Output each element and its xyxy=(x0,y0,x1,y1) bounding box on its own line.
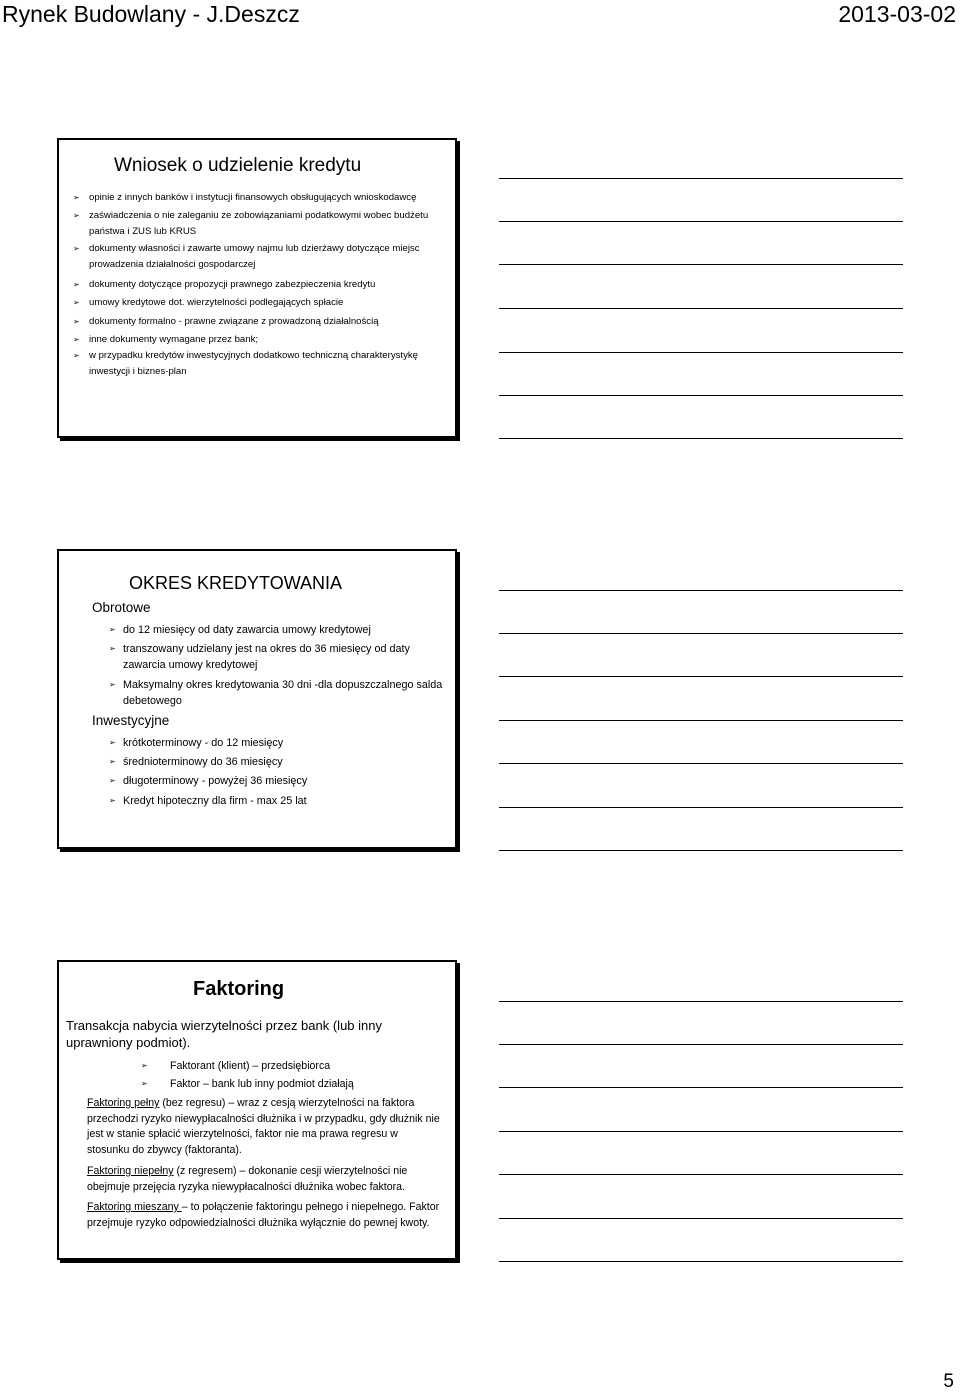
header-title: Rynek Budowlany - J.Deszcz xyxy=(2,1,300,27)
arrowhead-bullet-icon: ➢ xyxy=(73,298,80,307)
section-heading-investment: Inwestycyjne xyxy=(92,713,170,728)
bullet-item: ➢ dokumenty formalno - prawne związane z prowadzoną działalnością xyxy=(89,314,451,330)
term-mixed-factoring: Faktoring mieszany xyxy=(87,1201,182,1213)
slide-loan-application xyxy=(57,138,457,438)
bullet-item: ➢ dokumenty dotyczące propozycji prawnego zabezpieczenia kredytu xyxy=(89,277,451,293)
bullet-item: ➢ transzowany udzielany jest na okres do 36 miesięcy od daty zawarcia umowy kredytowej xyxy=(109,643,410,671)
bullet-item: ➢ umowy kredytowe dot. wierzytelności podlegających spłacie xyxy=(89,295,451,311)
arrowhead-bullet-icon: ➢ xyxy=(141,1079,148,1088)
arrowhead-bullet-icon: ➢ xyxy=(73,193,80,202)
definition-full-factoring: Faktoring pełny (bez regresu) – wraz z cesją wierzytelności na faktora przechodzi ryzyko niewypłacalności dłużnika i w przypadku, gdy dłużnik nie jest w stanie spłacić wierzytelności, faktor nie ma prawa regresu w stosunku do zbywcy (faktoranta). xyxy=(87,1097,440,1156)
slide-title: Faktoring xyxy=(193,978,285,1000)
bullet-item: ➢ Faktorant (klient) – przedsiębiorca xyxy=(141,1060,331,1072)
bullet-item: ➢ inne dokumenty wymagane przez bank; xyxy=(89,332,451,348)
bullet-item: ➢ Maksymalny okres kredytowania 30 dni -dla dopuszczalnego salda debetowego xyxy=(109,679,443,707)
arrowhead-bullet-icon: ➢ xyxy=(109,644,116,653)
bullet-item: ➢ w przypadku kredytów inwestycyjnych dodatkowo techniczną charakterystykę inwestycji i biznes-plan xyxy=(73,350,419,377)
bullet-item: ➢ krótkoterminowy - do 12 miesięcy xyxy=(109,737,284,749)
arrowhead-bullet-icon: ➢ xyxy=(109,776,116,785)
bullet-item: ➢ opinie z innych banków i instytucji finansowych obsługujących wnioskodawcę xyxy=(89,190,449,206)
arrowhead-bullet-icon: ➢ xyxy=(73,317,80,326)
bullet-item: ➢ zaświadczenia o nie zaleganiu ze zobowiązaniami podatkowymi wobec budżetu państwa i ZUS lub KRUS xyxy=(73,210,429,237)
arrowhead-bullet-icon: ➢ xyxy=(109,796,116,805)
arrowhead-bullet-icon: ➢ xyxy=(109,625,116,634)
arrowhead-bullet-icon: ➢ xyxy=(109,757,116,766)
bullet-item: ➢ Faktor – bank lub inny podmiot działają xyxy=(141,1078,354,1090)
bullet-item: ➢ do 12 miesięcy od daty zawarcia umowy kredytowej xyxy=(109,624,371,636)
arrowhead-bullet-icon: ➢ xyxy=(73,211,80,220)
arrowhead-bullet-icon: ➢ xyxy=(109,680,116,689)
bullet-item: ➢ Kredyt hipoteczny dla firm - max 25 lat xyxy=(109,795,307,807)
arrowhead-bullet-icon: ➢ xyxy=(73,351,80,360)
definition-mixed-factoring: Faktoring mieszany – to połączenie faktoringu pełnego i niepełnego. Faktor przejmuje ryzyko odpowiedzialności dłużnika wyłącznie do pewnej kwoty. xyxy=(87,1201,440,1229)
bullet-item: ➢ długoterminowy - powyżej 36 miesięcy xyxy=(109,775,308,787)
term-partial-factoring: Faktoring niepełny xyxy=(87,1165,174,1177)
page-number: 5 xyxy=(943,1371,954,1392)
slide-title: OKRES KREDYTOWANIA xyxy=(129,573,343,593)
arrowhead-bullet-icon: ➢ xyxy=(73,280,80,289)
bullet-item: ➢ dokumenty własności i zawarte umowy najmu lub dzierżawy dotyczące miejsc prowadzenia działalności gospodarczej xyxy=(73,243,420,270)
arrowhead-bullet-icon: ➢ xyxy=(109,738,116,747)
definition-partial-factoring: Faktoring niepełny (z regresem) – dokonanie cesji wierzytelności nie obejmuje przejęcia ryzyka niewypłacalności dłużnika wobec faktora. xyxy=(87,1165,408,1193)
slide-credit-period xyxy=(57,549,457,849)
slide-title: Wniosek o udzielenie kredytu xyxy=(114,155,362,176)
arrowhead-bullet-icon: ➢ xyxy=(73,244,80,253)
bullet-item: ➢ średnioterminowy do 36 miesięcy xyxy=(109,756,283,768)
arrowhead-bullet-icon: ➢ xyxy=(73,335,80,344)
intro-text: Transakcja nabycia wierzytelności przez bank (lub inny uprawniony podmiot). xyxy=(66,1018,382,1050)
term-full-factoring: Faktoring pełny xyxy=(87,1097,160,1109)
section-heading-working-capital: Obrotowe xyxy=(92,600,151,615)
header-date: 2013-03-02 xyxy=(838,1,956,27)
arrowhead-bullet-icon: ➢ xyxy=(141,1061,148,1070)
slide-factoring xyxy=(57,960,457,1260)
